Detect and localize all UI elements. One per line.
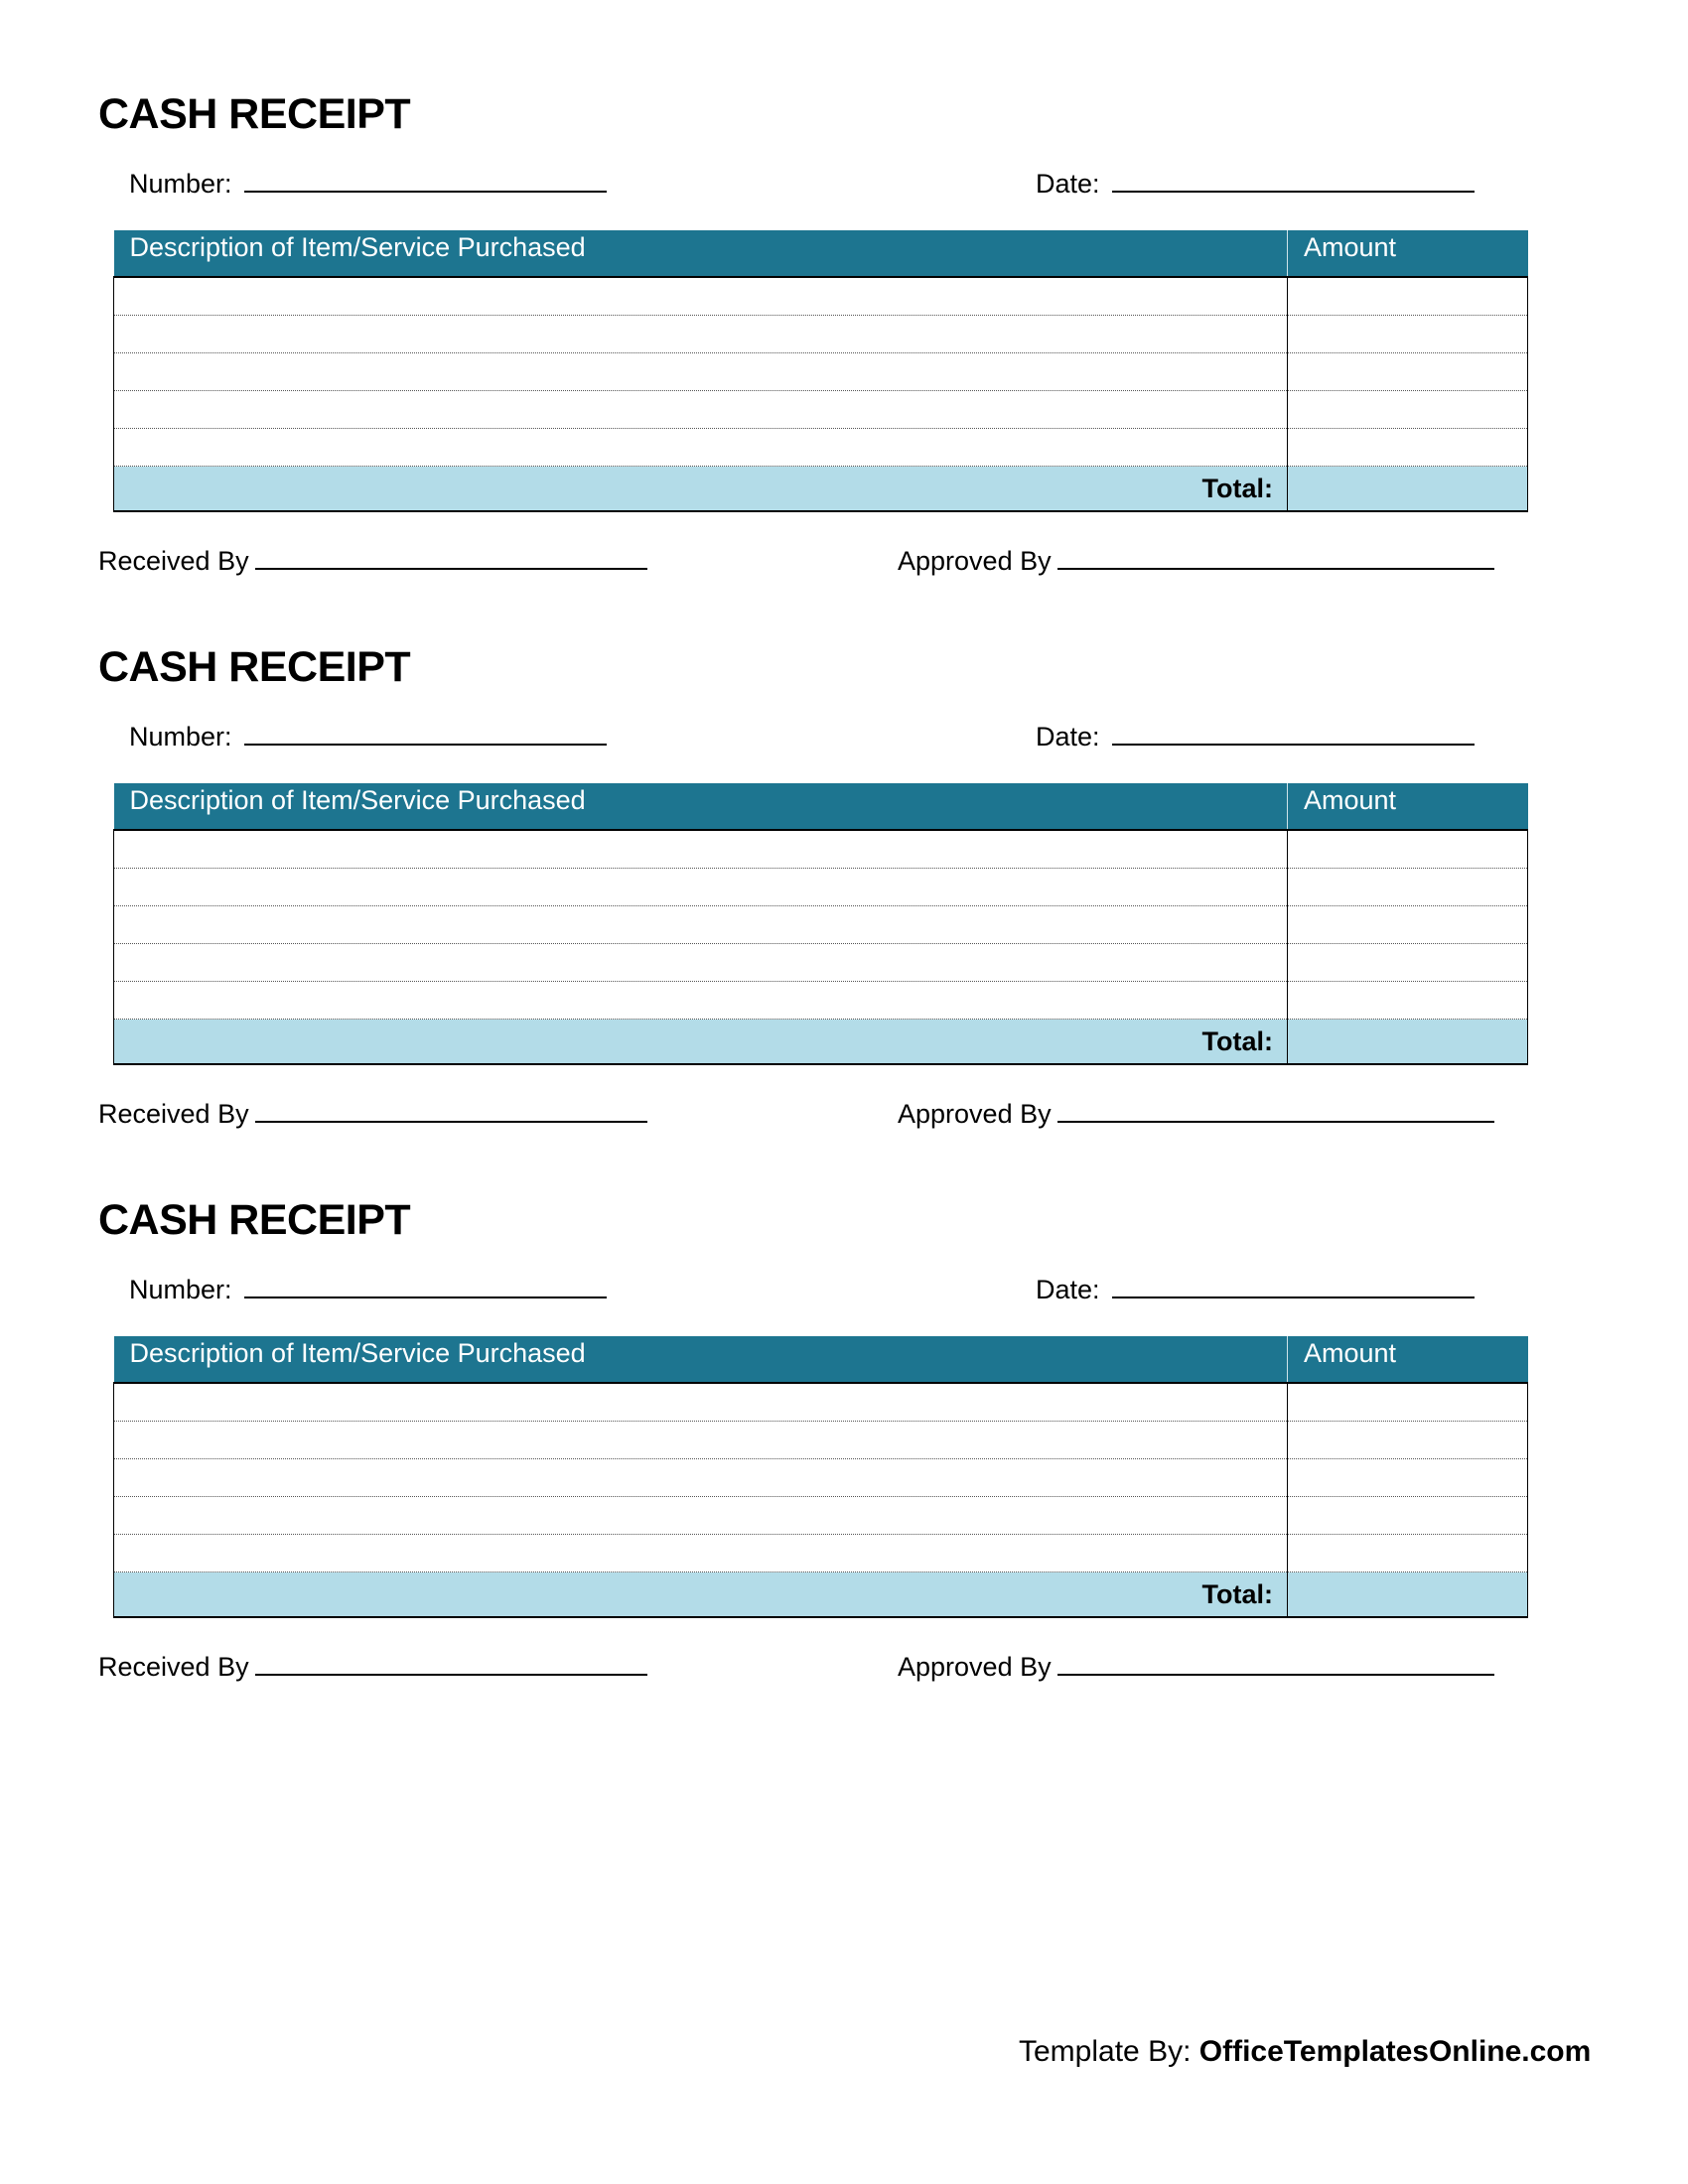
total-amount-cell[interactable] [1288, 467, 1528, 512]
amount-header: Amount [1288, 1336, 1528, 1383]
table-row [114, 277, 1528, 316]
receipt-title: CASH RECEIPT [98, 643, 411, 691]
items-table [113, 1336, 1528, 1618]
total-row [114, 1572, 1528, 1618]
table-row [114, 429, 1528, 467]
total-amount-cell[interactable] [1288, 1572, 1528, 1618]
number-label: Number: [129, 1275, 232, 1304]
description-cell[interactable] [114, 906, 1288, 944]
date-blank-line[interactable] [1112, 167, 1475, 193]
amount-header: Amount [1288, 230, 1528, 277]
amount-cell[interactable] [1288, 1459, 1528, 1497]
total-label: Total: [114, 1020, 1288, 1065]
table-row [114, 944, 1528, 982]
template-credit [1019, 2035, 1591, 2069]
amount-cell[interactable] [1288, 906, 1528, 944]
amount-cell[interactable] [1288, 869, 1528, 906]
approved-by-label: Approved By [898, 1652, 1052, 1682]
date-field[interactable] [1036, 1273, 1475, 1303]
approved-by-label: Approved By [898, 1099, 1052, 1129]
description-header: Description of Item/Service Purchased [114, 783, 1288, 830]
amount-cell[interactable] [1288, 830, 1528, 869]
amount-cell[interactable] [1288, 429, 1528, 467]
number-field[interactable] [129, 167, 607, 198]
table-row [114, 869, 1528, 906]
description-cell[interactable] [114, 1422, 1288, 1459]
date-blank-line[interactable] [1112, 720, 1475, 746]
description-cell[interactable] [114, 1383, 1288, 1422]
number-label: Number: [129, 722, 232, 751]
table-row [114, 316, 1528, 353]
receipt-title: CASH RECEIPT [98, 90, 411, 138]
number-field[interactable] [129, 1273, 607, 1303]
amount-cell[interactable] [1288, 982, 1528, 1020]
description-cell[interactable] [114, 316, 1288, 353]
table-row [114, 906, 1528, 944]
cash-receipt-1 [0, 0, 1688, 576]
approved-by-label: Approved By [898, 546, 1052, 576]
description-cell[interactable] [114, 830, 1288, 869]
description-cell[interactable] [114, 944, 1288, 982]
received-by-field[interactable] [98, 1650, 647, 1681]
table-row [114, 353, 1528, 391]
date-label: Date: [1036, 1275, 1100, 1304]
total-amount-cell[interactable] [1288, 1020, 1528, 1065]
description-cell[interactable] [114, 869, 1288, 906]
amount-cell[interactable] [1288, 391, 1528, 429]
items-table [113, 783, 1528, 1065]
table-row [114, 391, 1528, 429]
amount-cell[interactable] [1288, 1497, 1528, 1535]
description-cell[interactable] [114, 353, 1288, 391]
amount-cell[interactable] [1288, 316, 1528, 353]
number-field[interactable] [129, 720, 607, 751]
description-cell[interactable] [114, 1535, 1288, 1572]
table-row [114, 1383, 1528, 1422]
date-field[interactable] [1036, 720, 1475, 751]
table-row [114, 1535, 1528, 1572]
amount-cell[interactable] [1288, 1422, 1528, 1459]
description-cell[interactable] [114, 1497, 1288, 1535]
table-header-row [114, 783, 1528, 830]
received-by-label: Received By [98, 1099, 249, 1129]
description-cell[interactable] [114, 391, 1288, 429]
table-row [114, 1422, 1528, 1459]
received-by-label: Received By [98, 546, 249, 576]
amount-cell[interactable] [1288, 1383, 1528, 1422]
receipt-title: CASH RECEIPT [98, 1196, 411, 1244]
approved-by-field[interactable] [898, 1650, 1494, 1681]
description-header: Description of Item/Service Purchased [114, 230, 1288, 277]
description-cell[interactable] [114, 429, 1288, 467]
description-header: Description of Item/Service Purchased [114, 1336, 1288, 1383]
amount-cell[interactable] [1288, 277, 1528, 316]
amount-cell[interactable] [1288, 944, 1528, 982]
table-header-row [114, 230, 1528, 277]
date-blank-line[interactable] [1112, 1273, 1475, 1298]
date-label: Date: [1036, 722, 1100, 751]
number-blank-line[interactable] [244, 1273, 607, 1298]
template-credit-prefix: Template By: [1019, 2035, 1192, 2068]
table-row [114, 1459, 1528, 1497]
received-by-blank-line[interactable] [255, 1650, 647, 1676]
table-row [114, 830, 1528, 869]
approved-by-blank-line[interactable] [1057, 1650, 1494, 1676]
number-blank-line[interactable] [244, 720, 607, 746]
total-row [114, 1020, 1528, 1065]
items-table [113, 230, 1528, 512]
date-label: Date: [1036, 169, 1100, 199]
table-row [114, 1497, 1528, 1535]
total-row [114, 467, 1528, 512]
table-row [114, 982, 1528, 1020]
total-label: Total: [114, 467, 1288, 512]
description-cell[interactable] [114, 982, 1288, 1020]
total-label: Total: [114, 1572, 1288, 1618]
received-by-label: Received By [98, 1652, 249, 1682]
amount-cell[interactable] [1288, 1535, 1528, 1572]
description-cell[interactable] [114, 1459, 1288, 1497]
amount-header: Amount [1288, 783, 1528, 830]
date-field[interactable] [1036, 167, 1475, 198]
cash-receipt-3 [0, 1106, 1688, 1682]
table-header-row [114, 1336, 1528, 1383]
number-label: Number: [129, 169, 232, 199]
amount-cell[interactable] [1288, 353, 1528, 391]
description-cell[interactable] [114, 277, 1288, 316]
cash-receipt-2 [0, 553, 1688, 1129]
template-credit-site: OfficeTemplatesOnline.com [1198, 2035, 1592, 2068]
number-blank-line[interactable] [244, 167, 607, 193]
